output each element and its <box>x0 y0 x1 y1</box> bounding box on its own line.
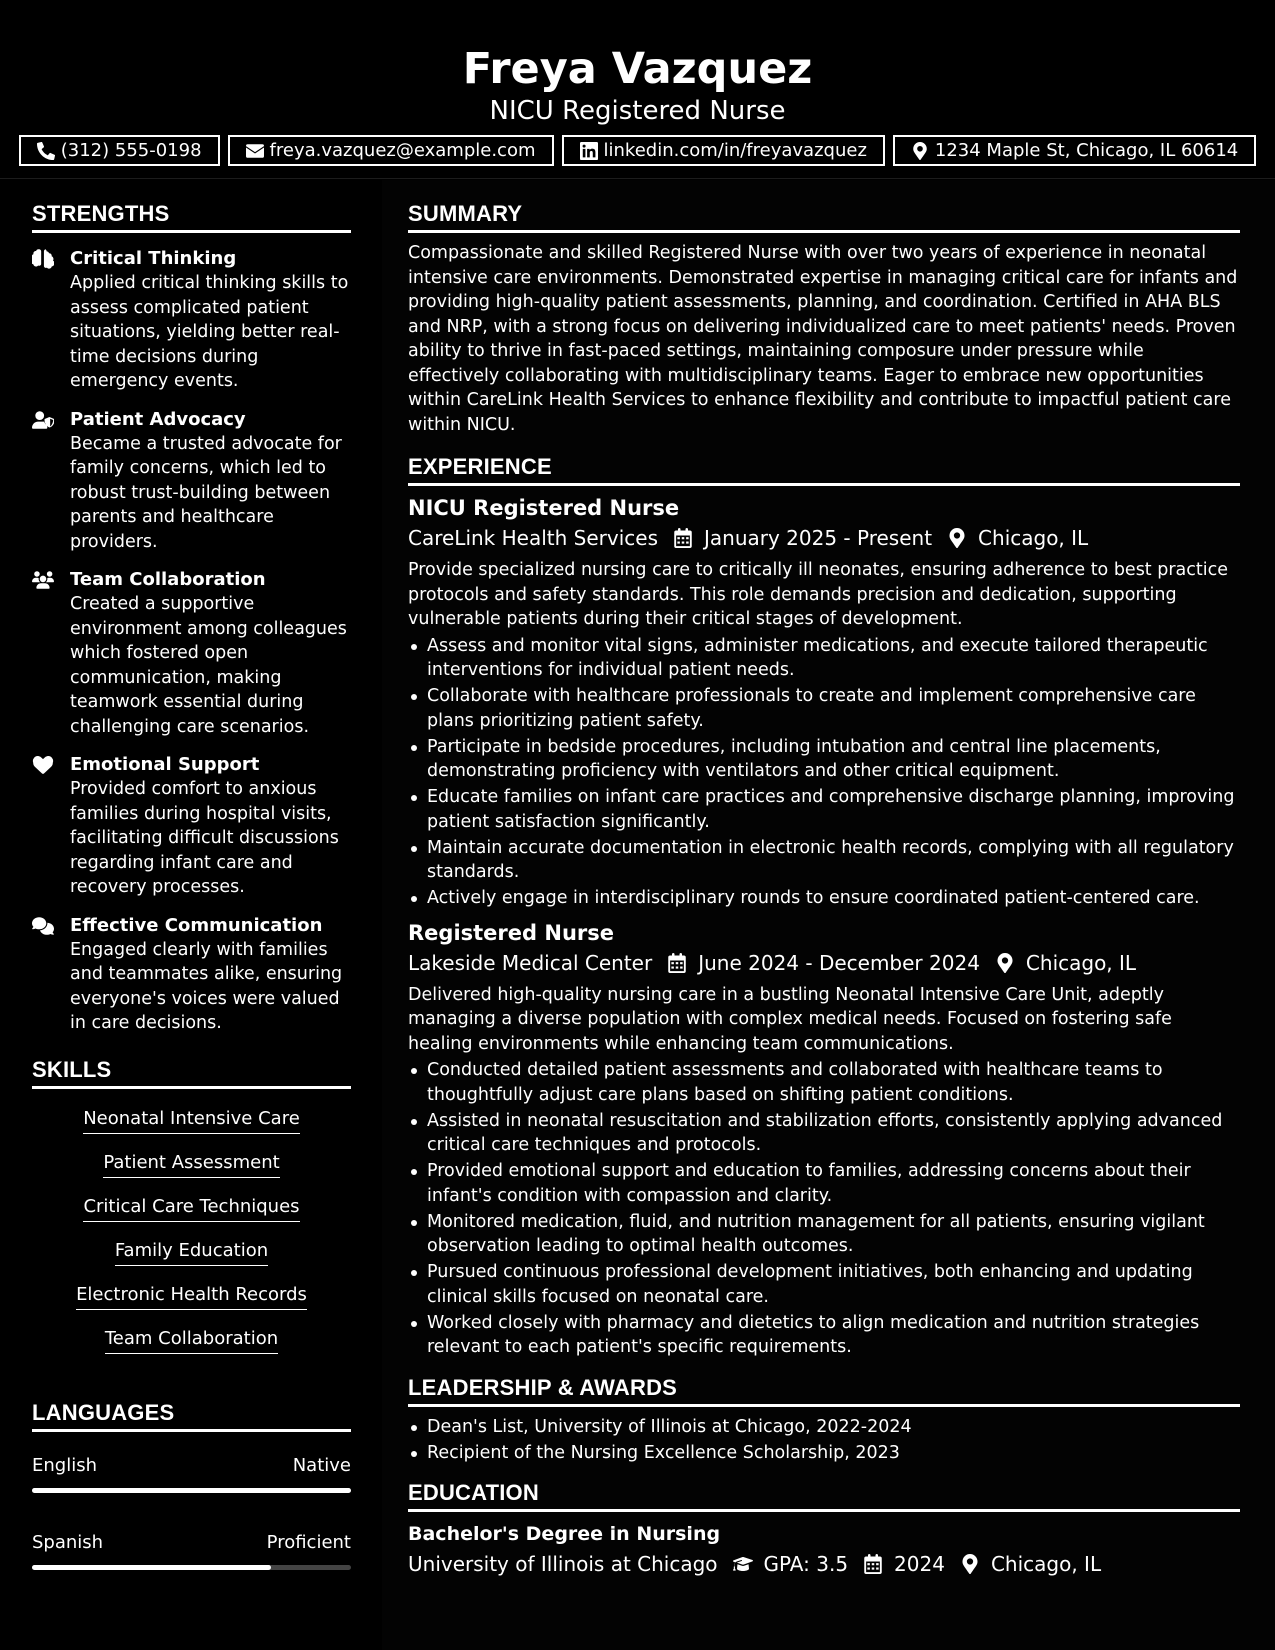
skill-tag: Patient Assessment <box>103 1150 279 1178</box>
language-name: Spanish <box>32 1531 104 1553</box>
calendar-icon <box>862 1553 884 1575</box>
job-company: Lakeside Medical Center <box>408 950 653 975</box>
experience-heading: EXPERIENCE <box>408 453 1240 486</box>
strength-item <box>32 568 351 739</box>
summary-heading: SUMMARY <box>408 200 1240 233</box>
job-location: Chicago, IL <box>1025 950 1137 975</box>
right-column <box>408 200 1240 1578</box>
job-company: CareLink Health Services <box>408 526 658 550</box>
users-icon <box>32 570 54 590</box>
skill-tag: Team Collaboration <box>105 1326 278 1354</box>
education-meta <box>408 1550 1240 1578</box>
strength-item <box>32 247 351 394</box>
calendar-icon <box>666 952 688 974</box>
education-location: Chicago, IL <box>990 1552 1102 1576</box>
job-bullet: Assisted in neonatal resuscitation and stabilization efforts, consistently applying advanced critical care techniques and protocols. <box>408 1109 1240 1158</box>
contact-linkedin-text: linkedin.com/in/freyavazquez <box>603 140 867 161</box>
language-level: Native <box>292 1454 351 1476</box>
awards-list <box>408 1415 1240 1466</box>
graduation-cap-icon <box>732 1553 754 1575</box>
contact-address[interactable] <box>893 135 1256 166</box>
job-bullet: Educate families on infant care practices and comprehensive discharge planning, improving patient satisfaction significantly. <box>408 785 1240 834</box>
job-bullet: Participate in bedside procedures, including intubation and central line placements, demonstrating proficiency with ventilators and other critical equipment. <box>408 735 1240 784</box>
languages-heading: LANGUAGES <box>32 1399 351 1432</box>
skill-tag: Neonatal Intensive Care <box>83 1106 300 1134</box>
envelope-icon <box>246 142 264 160</box>
strength-title: Patient Advocacy <box>70 408 246 430</box>
job-description: Provide specialized nursing care to critically ill neonates, ensuring adherence to best practice protocols and safety standards. This role demands precision and dedication, supporting vulnerable patients during their critical stages of development. <box>408 560 1228 629</box>
strength-item <box>32 914 351 1036</box>
strength-title: Critical Thinking <box>70 248 237 269</box>
strength-item <box>32 408 351 555</box>
contact-email-text: freya.vazquez@example.com <box>269 140 536 161</box>
strength-item <box>32 753 351 900</box>
candidate-role: NICU Registered Nurse <box>489 96 786 126</box>
left-column <box>32 200 351 1570</box>
education-heading: EDUCATION <box>408 1479 1240 1512</box>
language-item <box>32 1531 351 1570</box>
job-meta <box>408 949 1240 977</box>
job-title: Registered Nurse <box>408 920 614 945</box>
map-pin-icon <box>994 952 1016 974</box>
map-pin-icon <box>959 1553 981 1575</box>
language-name: English <box>32 1454 97 1476</box>
skills-heading: SKILLS <box>32 1056 351 1089</box>
job-bullet: Conducted detailed patient assessments and collaborated with healthcare teams to thoughtfully adjust care plans based on shifting patient conditions. <box>408 1058 1240 1107</box>
education-gpa: GPA: 3.5 <box>763 1552 849 1576</box>
job-bullet: Provided emotional support and education to families, addressing concerns about their infant's condition with compassion and clarity. <box>408 1159 1240 1208</box>
education-school: University of Illinois at Chicago <box>408 1552 718 1576</box>
skill-tag: Family Education <box>115 1238 268 1266</box>
strength-desc: Became a trusted advocate for family concerns, which led to robust trust-building between parents and healthcare providers. <box>70 433 342 552</box>
job-bullets <box>408 1058 1240 1360</box>
job-entry <box>408 919 1240 1360</box>
contact-phone[interactable] <box>19 135 220 166</box>
job-bullet: Assess and monitor vital signs, administer medications, and execute tailored therapeutic interventions for individual patient needs. <box>408 634 1240 683</box>
language-proficiency-bar <box>32 1565 351 1570</box>
job-dates: January 2025 - Present <box>704 526 933 550</box>
language-item <box>32 1454 351 1493</box>
job-bullet: Monitored medication, fluid, and nutrition management for all patients, ensuring vigilant observation leading to optimal health outcomes. <box>408 1210 1240 1259</box>
calendar-icon <box>672 527 694 549</box>
job-bullet: Collaborate with healthcare professionals to create and implement comprehensive care plans prioritizing patient safety. <box>408 684 1240 733</box>
phone-icon <box>37 142 55 160</box>
contact-bar <box>0 135 1275 166</box>
strength-desc: Provided comfort to anxious families during hospital visits, facilitating difficult discussions regarding infant care and recovery processes. <box>70 779 339 897</box>
education-degree: Bachelor's Degree in Nursing <box>408 1523 721 1545</box>
map-pin-icon <box>946 527 968 549</box>
strength-title: Effective Communication <box>70 914 323 936</box>
job-entry <box>408 494 1240 911</box>
contact-address-text: 1234 Maple St, Chicago, IL 60614 <box>934 140 1239 161</box>
summary-text: Compassionate and skilled Registered Nurse with over two years of experience in neonatal intensive care environments. Demonstrated expertise in managing critical care for infants and providing high-quality patient assessments, planning, and coordination. Certified in AHA BLS and NRP, with a strong focus on delivering individualized care to meet patients' needs. Proven ability to thrive in fast-paced settings, maintaining composure under pressure while effectively collaborating with multidisciplinary teams. Eager to embrace new opportunities within CareLink Health Services to enhance flexibility and contribute to impactful patient care within NICU. <box>408 243 1238 435</box>
comments-icon <box>32 916 54 936</box>
job-dates: June 2024 - December 2024 <box>698 950 980 975</box>
job-title: NICU Registered Nurse <box>408 496 680 520</box>
brain-icon <box>32 249 54 269</box>
award-item: Dean's List, University of Illinois at Chicago, 2022-2024 <box>408 1415 1240 1440</box>
heart-icon <box>32 755 54 775</box>
contact-email[interactable] <box>228 135 554 166</box>
language-proficiency-bar <box>32 1488 351 1493</box>
map-pin-icon <box>911 142 929 160</box>
strength-title: Emotional Support <box>70 754 260 775</box>
award-item: Recipient of the Nursing Excellence Scholarship, 2023 <box>408 1441 1240 1466</box>
strength-desc: Created a supportive environment among colleagues which fostered open communication, making teamwork essential during challenging care scenarios. <box>70 594 347 737</box>
linkedin-icon <box>580 142 598 160</box>
job-bullet: Pursued continuous professional development initiatives, both enhancing and updating clinical skills focused on neonatal care. <box>408 1260 1240 1309</box>
contact-linkedin[interactable] <box>562 135 885 166</box>
awards-heading: LEADERSHIP & AWARDS <box>408 1374 1240 1407</box>
language-level: Proficient <box>266 1531 351 1553</box>
job-bullet: Maintain accurate documentation in electronic health records, complying with all regulatory standards. <box>408 836 1240 885</box>
job-meta <box>408 524 1240 552</box>
candidate-name: Freya Vazquez <box>462 44 813 94</box>
skill-tag: Critical Care Techniques <box>83 1194 299 1222</box>
job-location: Chicago, IL <box>978 526 1089 550</box>
strengths-heading: STRENGTHS <box>32 200 351 233</box>
job-description: Delivered high-quality nursing care in a bustling Neonatal Intensive Care Unit, adeptly managing a diverse population with complex medical needs. Focused on fostering safe healing environments while enhancing team communications. <box>408 984 1172 1054</box>
education-year: 2024 <box>894 1552 945 1576</box>
job-bullets <box>408 634 1240 911</box>
user-shield-icon <box>32 410 54 430</box>
job-bullet: Worked closely with pharmacy and dietetics to align medication and nutrition strategies relevant to each patient's specific requirements. <box>408 1311 1240 1360</box>
strength-desc: Engaged clearly with families and teammates alike, ensuring everyone's voices were valued in care decisions. <box>70 939 343 1033</box>
skills-list <box>32 1106 351 1370</box>
contact-phone-text: (312) 555-0198 <box>60 140 202 161</box>
resume-header <box>0 0 1275 179</box>
skill-tag: Electronic Health Records <box>76 1282 307 1310</box>
strength-desc: Applied critical thinking skills to assess complicated patient situations, yielding better real-time decisions during emergency events. <box>70 273 349 391</box>
job-bullet: Actively engage in interdisciplinary rounds to ensure coordinated patient-centered care. <box>408 886 1240 911</box>
strength-title: Team Collaboration <box>70 569 266 590</box>
